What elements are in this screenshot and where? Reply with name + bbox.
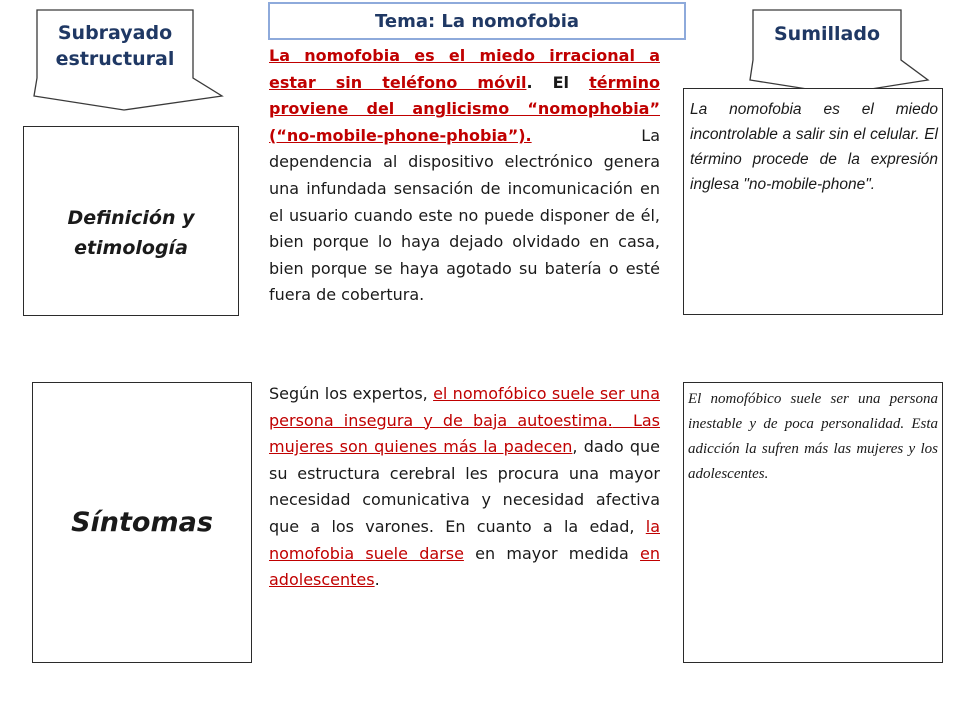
summary-symptoms-text: El nomofóbico suele ser una persona inestable y de poca personalidad. Esta adicción la sufren más las mujeres y los adolescentes. — [688, 391, 938, 482]
highlight-definition: La nomofobia es el miedo irracional a estar sin teléfono móvil — [269, 46, 660, 92]
text-segment: Según los expertos, — [269, 384, 434, 403]
definition-label-line2: etimología — [74, 237, 188, 259]
text-segment: . — [374, 570, 380, 590]
text-segment: . El — [526, 72, 590, 92]
summary-definition-text: La nomofobia es el miedo incontrolable a salir sin el celular. El término procede de la expresión inglesa "no-mobile-phone". — [690, 101, 938, 193]
symptoms-label-box — [32, 382, 252, 663]
text-segment: en mayor medida — [463, 543, 641, 563]
highlight-profile: el nomofóbico suele ser una persona insegura y de baja autoestima. — [269, 384, 660, 430]
page-title-text: Tema: La nomofobia — [374, 10, 580, 32]
summary-symptoms-box — [683, 382, 943, 663]
highlight-etymology: término proviene del anglicismo “nomophobia” (“no-mobile-phone-phobia”). — [269, 72, 660, 145]
highlight-adolescents: en adolescentes — [269, 543, 661, 590]
subrayado-header-line2: estructural — [55, 48, 175, 70]
definition-label — [67, 179, 194, 263]
symptoms-label: Síntomas — [71, 506, 213, 538]
text-segment — [613, 411, 633, 430]
symptoms-paragraph — [269, 381, 660, 594]
summary-definition-box — [683, 88, 943, 315]
highlight-age: la nomofobia suele darse — [269, 516, 660, 563]
sumillado-header-label: Sumillado — [773, 23, 881, 45]
sumillado-header — [753, 12, 901, 56]
text-segment: La dependencia al dispositivo electrónico genera una infundada sensación de incomunicación en el usuario cuando este no puede disponer de él, bien porque lo haya dejado olvidado en casa, bien porque se haya agotado su batería o esté fuera de cobertura. — [269, 125, 660, 305]
subrayado-header-line1: Subrayado — [57, 22, 173, 44]
definition-label-box — [23, 126, 239, 316]
definition-paragraph — [269, 43, 660, 309]
subrayado-header — [37, 17, 193, 75]
page-title — [268, 2, 686, 40]
text-segment: , dado que su estructura cerebral les procura una mayor necesidad comunicativa y necesidad afectiva que a los varones. En cuanto a la edad, — [269, 437, 660, 536]
highlight-women: Las mujeres son quienes más la padecen — [269, 410, 661, 457]
definition-label-line1: Definición y — [67, 207, 195, 229]
